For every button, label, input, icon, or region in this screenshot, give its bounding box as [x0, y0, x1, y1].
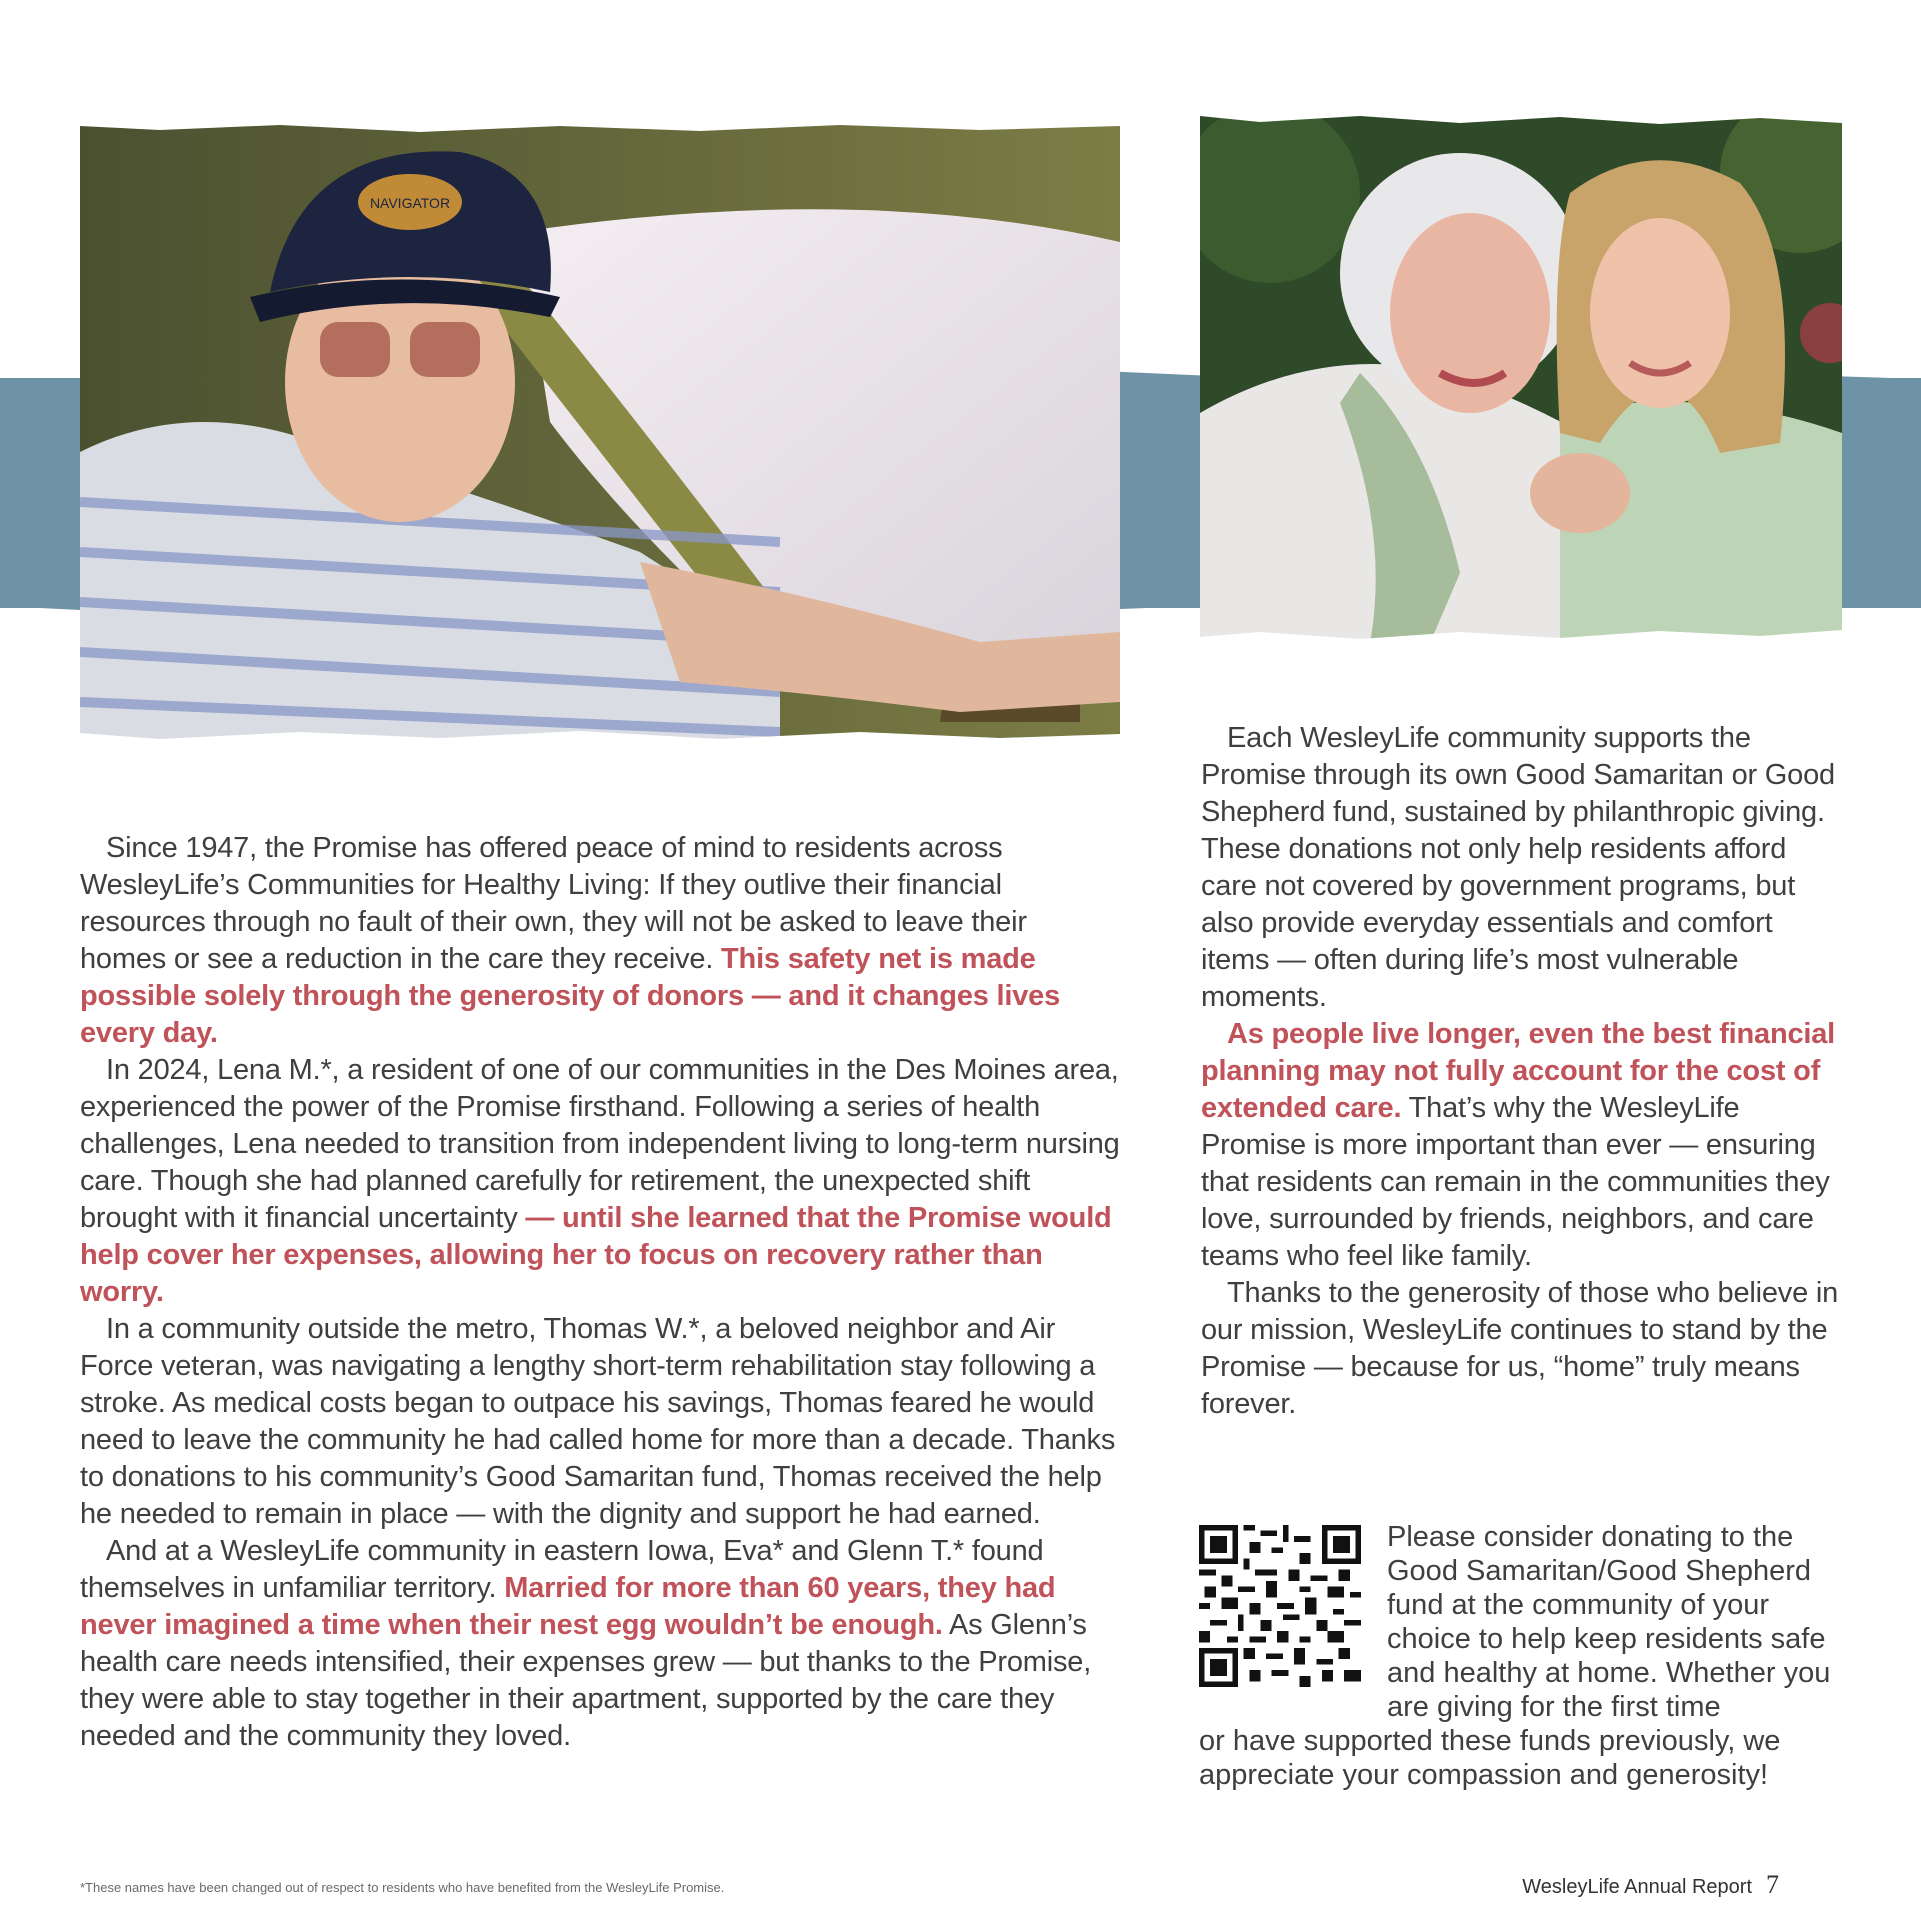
footnote: *These names have been changed out of respect to residents who have benefited from the WesleyLife Promise. [80, 1880, 725, 1895]
donate-message-rest: or have supported these funds previously, we appreciate your compassion and generosity! [1199, 1725, 1781, 1791]
page-footer [1522, 1870, 1779, 1900]
report-name: WesleyLife Annual Report [1522, 1876, 1752, 1898]
torn-edge-bottom [1200, 627, 1842, 643]
paragraph-community-funds: Each WesleyLife community supports the Promise through its own Good Samaritan or Good Shepherd fund, sustained by philanthropic giving. These donations not only help residents afford care not covered by government programs, but also provide everyday essentials and comfort items — often during life’s most vulnerable moments. [1201, 722, 1835, 1013]
highlight-living-longer: As people live longer, even the best financial planning may not fully account for the cost of extended care. [1201, 1018, 1836, 1124]
paragraph-thomas-story: In a community outside the metro, Thomas W.*, a beloved neighbor and Air Force veteran, was navigating a lengthy short-term rehabilitation stay following a stroke. As medical costs began to outpace his savings, Thomas feared he would need to leave the community he had called home for more than a decade. Thanks to donations to his community’s Good Samaritan fund, Thomas received the help he needed to remain in place — with the dignity and support he had earned. [80, 1313, 1116, 1530]
story-column-right [1201, 720, 1841, 1423]
torn-edge-top [1200, 113, 1842, 127]
torn-edge-top [80, 122, 1120, 136]
torn-edge-bottom [80, 726, 1120, 742]
donate-message [1199, 1520, 1849, 1792]
paragraph-thanks: Thanks to the generosity of those who believe in our mission, WesleyLife continues to stand by the Promise — because for us, “home” truly means forever. [1201, 1277, 1839, 1420]
donate-message-first: Please consider donating to the Good Samaritan/Good Shepherd fund at the community of your choice to help keep residents safe and healthy at home. Whether you are giving for the first time [1387, 1521, 1831, 1723]
page-number: 7 [1766, 1870, 1779, 1899]
photo-two-women [1200, 113, 1842, 643]
highlight-married: Married for more than 60 years, they had never imagined a time when their nest egg wouldn’t be enough. [80, 1572, 1056, 1641]
photo-veteran-in-aircraft [80, 122, 1120, 742]
svg-text:NAVIGATOR: NAVIGATOR [369, 195, 451, 211]
highlight-safety-net: This safety net is made possible solely through the generosity of donors — and it changes lives every day. [80, 943, 1061, 1049]
paragraph-promise-history: Since 1947, the Promise has offered peace of mind to residents across WesleyLife’s Communities for Healthy Living: If they outlive their financial resources through no fault of their own, they will not be asked to leave their homes or see a reduction in the care they receive. This safety net is made possible solely through the generosity of donors — and it changes lives every day. [80, 832, 1061, 1049]
paragraph-living-longer: As people live longer, even the best financial planning may not fully account for the cost of extended care. That’s why the WesleyLife Promise is more important than ever — ensuring that residents can remain in the communities they love, surrounded by friends, neighbors, and care teams who feel like family. [1201, 1018, 1836, 1272]
paragraph-eva-glenn-story: And at a WesleyLife community in eastern Iowa, Eva* and Glenn T.* found themselves in unfamiliar territory. Married for more than 60 years, they had never imagined a time when their nest egg wouldn’t be enough. As Glenn’s health care needs intensified, their expenses grew — but thanks to the Promise, they were able to stay together in their apartment, supported by the care they needed and the community they loved. [80, 1535, 1092, 1752]
highlight-lena: — until she learned that the Promise would help cover her expenses, allowing her to focus on recovery rather than worry. [80, 1202, 1112, 1308]
story-column-left [80, 830, 1120, 1755]
paragraph-lena-story: In 2024, Lena M.*, a resident of one of our communities in the Des Moines area, experienced the power of the Promise firsthand. Following a series of health challenges, Lena needed to transition from independent living to long-term nursing care. Though she had planned carefully for retirement, the unexpected shift brought with it financial uncertainty — until she learned that the Promise would help cover her expenses, allowing her to focus on recovery rather than worry. [80, 1054, 1120, 1308]
